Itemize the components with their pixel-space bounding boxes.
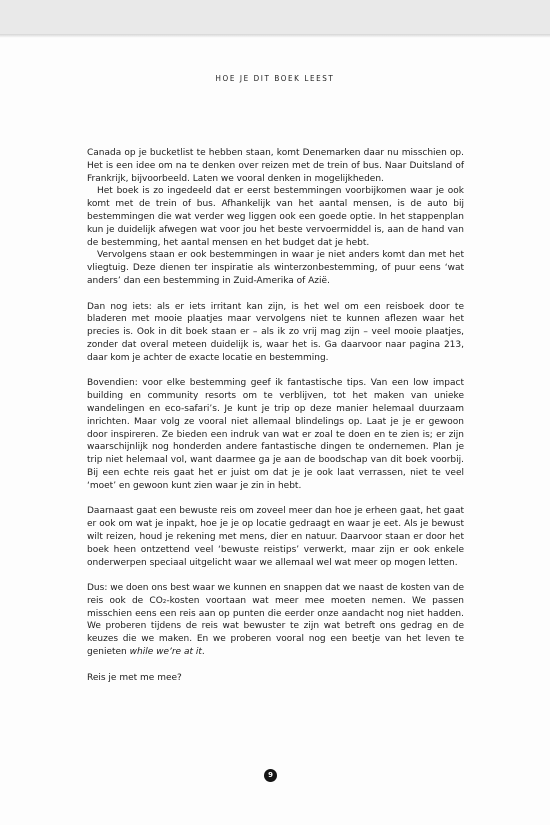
body-text xyxy=(87,147,464,684)
paragraph: Canada op je bucketlist te hebben staan, komt Denemarken daar nu misschien op. Het is een idee om na te denken over reizen met de trein of bus. Naar Duitsland of Frankrijk, bijvoorbeeld. Laten we vooral denken in mogelijkheden. xyxy=(87,148,464,184)
viewer-top-bar xyxy=(0,0,550,34)
page-number: 9 xyxy=(264,769,277,782)
running-head: HOE JE DIT BOEK LEEST xyxy=(215,74,335,83)
paragraph: Daarnaast gaat een bewuste reis om zoveel meer dan hoe je erheen gaat, het gaat er ook om wat je inpakt, hoe je je op locatie gedraagt en waar je eet. Als je bewust wilt reizen, houd je rekening met mens, dier en natuur. Daarvoor staan er door het boek heen ontzettend veel ‘bewuste reistips’ verwerkt, maar zijn er ook enkele onderwerpen speciaal uitgelicht waar we allemaal wel wat meer op mogen letten. xyxy=(87,506,464,568)
paragraph-tail: . xyxy=(201,647,205,658)
paragraph-text: Dus: we doen ons best waar we kunnen en snappen dat we naast de kosten van de reis ook de CO₂-kosten voortaan wat meer mee moeten nemen. We passen misschien eens een reis aan op punten die eerder onze aandacht nog niet hadden. We proberen tijdens de reis wat bewuster te zijn wat betreft ons gedrag en de keuzes die we maken. En we proberen vooral nog een beetje van het leven te genieten xyxy=(87,583,464,658)
paragraph: Dan nog iets: als er iets irritant kan zijn, is het wel om een reisboek door te bladeren met mooie plaatjes maar vervolgens niet te kunnen aflezen waar het precies is. Ook in dit boek staan er – als ik zo vrij mag zijn – veel mooie plaatjes, zonder dat overal meteen duidelijk is, waar het is. Ga daarvoor naar pagina 213, daar kom je achter de exacte locatie en bestemming. xyxy=(87,301,464,363)
paragraph-italic-text: while we’re at it xyxy=(126,647,202,658)
paragraph: Vervolgens staan er ook bestemmingen in waar je niet anders komt dan met het vliegtuig. Deze dienen ter inspiratie als winterzonbestemming, of puur eens ‘wat anders’ dan een bestemming in Zuid-Amerika of Azië. xyxy=(87,250,464,286)
paragraph xyxy=(87,582,464,659)
closing-question: Reis je met me mee? xyxy=(87,672,182,683)
paragraph: Het boek is zo ingedeeld dat er eerst bestemmingen voorbijkomen waar je ook komt met de trein of bus. Afhankelijk van het aantal mensen, is de auto bij bestemmingen die wat verder weg liggen ook een goede optie. In het stappenplan kun je duidelijk afwegen wat voor jou het beste vervoermiddel is, aan de hand van de bestemming, het aantal mensen en het budget dat je hebt. xyxy=(87,186,464,248)
paragraph: Bovendien: voor elke bestemming geef ik fantastische tips. Van een low impact building en community resorts om te verblijven, tot het maken van unieke wandelingen en eco-safari’s. Je kunt je trip op deze manier helemaal duurzaam inrichten. Maar volg ze vooral niet allemaal blindelings op. Laat je je er gewoon door inspireren. Ze bieden een indruk van wat er zoal te doen en te zien is; er zijn waarschijnlijk nog honderden andere fantastische dingen te ondernemen. Plan je trip niet helemaal vol, want daarmee ga je aan de boodschap van dit boek voorbij. Bij een echte reis gaat het er juist om dat je je ook laat verrassen, niet te veel ‘moet’ en gewoon kunt zien waar je zin in hebt. xyxy=(87,378,464,491)
